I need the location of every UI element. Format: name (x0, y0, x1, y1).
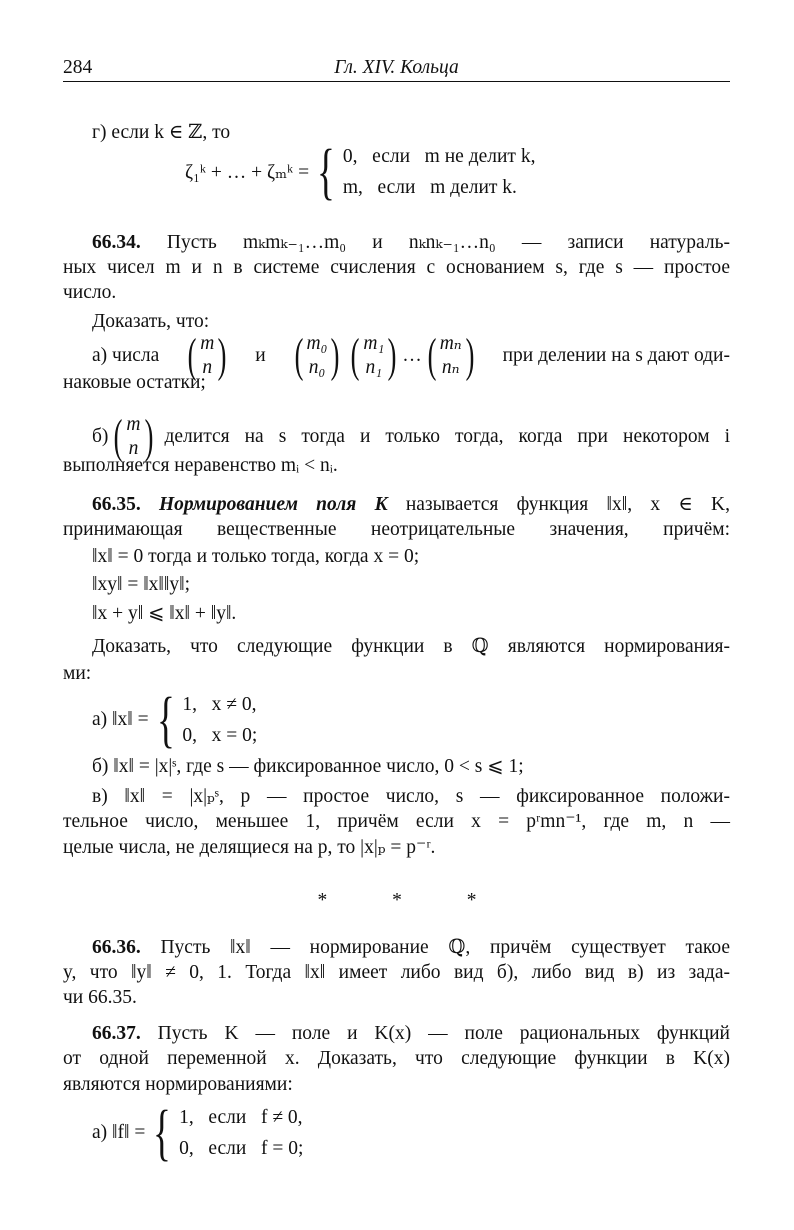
condition: ‖xy‖ = ‖x‖‖y‖; (92, 574, 191, 595)
text-line: Доказать, что следующие функции в ℚ являются нормирования- (92, 636, 730, 657)
condition: ‖x + y‖ ⩽ ‖x‖ + ‖y‖. (92, 603, 237, 624)
item-a-formula (92, 686, 258, 754)
text: и (255, 345, 266, 366)
problem-number: 66.36. (92, 937, 141, 958)
formula-lhs: а) ‖x‖ = (92, 709, 149, 730)
case-row: 0, x = 0; (182, 725, 258, 746)
text-line: тельное число, меньшее 1, причём если x = pʳmn⁻¹, где m, n — (63, 811, 730, 832)
text-line: принимающая вещественные неотрицательные значения, причём: (63, 519, 730, 540)
case-row: 1, x ≠ 0, (182, 694, 257, 715)
problem-number: 66.35. (92, 494, 141, 515)
text: Пусть ‖x‖ — нормирование ℚ, причём существует такое (160, 937, 730, 958)
condition: ‖x‖ = 0 тогда и только тогда, когда x = 0; (92, 546, 420, 567)
text-line: чи 66.35. (63, 987, 137, 1008)
text: а) числа (92, 345, 160, 366)
text-line: в) ‖x‖ = |x|ₚˢ, p — простое число, s — фиксированное положи- (92, 786, 730, 807)
left-brace: { (153, 1099, 172, 1167)
item-a-formula (92, 1099, 304, 1167)
text: … (402, 345, 422, 366)
text-line: число. (63, 282, 117, 303)
page-number: 284 (63, 57, 93, 78)
text: называется функция ‖x‖, x ∈ K, (405, 494, 730, 515)
text-line: y, что ‖y‖ ≠ 0, 1. Тогда ‖x‖ имеет либо вид б), либо вид в) из зада- (63, 962, 730, 983)
text: Пусть mₖmₖ₋₁…m₀ и nₖnₖ₋₁…n₀ — записи натураль- (166, 232, 730, 253)
formula-lhs: ζ₁ᵏ + … + ζₘᵏ = (185, 162, 310, 183)
binomial: ( m n ) (187, 329, 227, 382)
problem-66-37 (92, 1021, 730, 1047)
text-line: ми: (63, 663, 92, 684)
case-row: 0, если f = 0; (179, 1138, 304, 1159)
binomial: ( m n ) (114, 410, 153, 463)
formula-lhs: а) ‖f‖ = (92, 1122, 146, 1143)
left-brace: { (317, 138, 335, 206)
problem-number: 66.37. (92, 1023, 141, 1044)
text-line: целые числа, не делящиеся на p, то |x|ₚ = p⁻ʳ. (63, 837, 436, 858)
text: при делении на s дают оди- (502, 345, 730, 366)
item-g-intro: г) если k ∈ ℤ, то (92, 122, 231, 143)
text: б) (92, 426, 109, 447)
running-title: Гл. XIV. Кольца (334, 57, 459, 78)
text: делится на s тогда и только тогда, когда при некотором i (164, 426, 730, 447)
problem-66-35 (92, 492, 730, 518)
text-line: являются нормированиями: (63, 1074, 293, 1095)
case-row: m, если m делит k. (342, 177, 517, 198)
text: Пусть K — поле и K(x) — поле рациональных функций (157, 1023, 730, 1044)
binomial: ( m₁ n₁ ) (350, 329, 397, 382)
text-line: Доказать, что: (92, 311, 210, 332)
defined-term: Нормированием поля K (159, 494, 388, 515)
left-brace: { (156, 686, 175, 754)
binomial: ( mₙ nₙ ) (427, 329, 475, 382)
text-line: от одной переменной x. Доказать, что следующие функции в K(x) (63, 1048, 730, 1069)
item-g-formula (185, 138, 536, 206)
text-line: ных чисел m и n в системе счисления с основанием s, где s — простое (63, 257, 730, 278)
problem-66-34 (92, 230, 730, 256)
case-row: 0, если m не делит k, (342, 146, 536, 167)
case-row: 1, если f ≠ 0, (179, 1107, 303, 1128)
problem-66-36 (92, 935, 730, 961)
problem-number: 66.34. (92, 232, 141, 253)
section-separator: * * * (317, 890, 507, 911)
binomial: ( m₀ n₀ ) (294, 329, 340, 382)
text-line: выполняется неравенство mᵢ < nᵢ. (63, 455, 338, 476)
text-line: б) ‖x‖ = |x|ˢ, где s — фиксированное число, 0 < s ⩽ 1; (92, 756, 524, 777)
text-line: наковые остатки; (63, 372, 206, 393)
page-header (63, 55, 730, 82)
